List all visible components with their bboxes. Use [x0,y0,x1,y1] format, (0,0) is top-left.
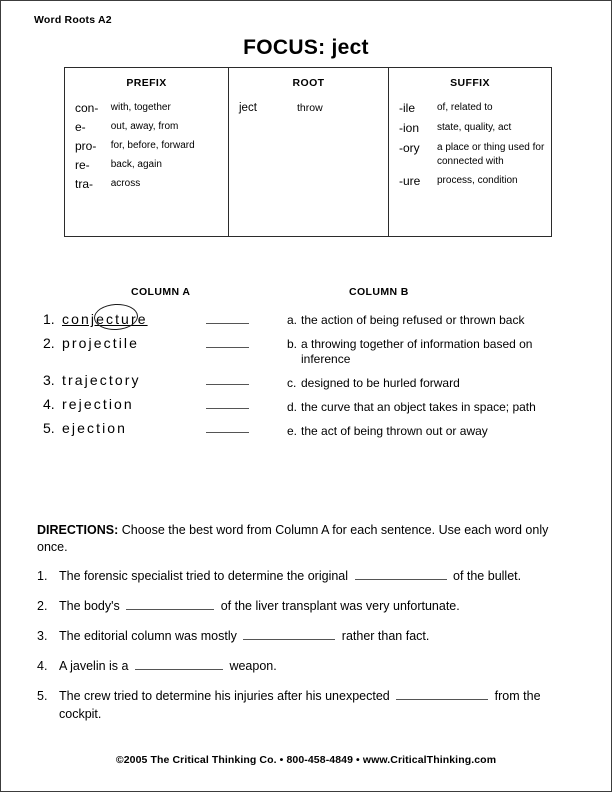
affix-row [75,177,222,192]
affix-meaning: out, away, from [110,121,179,132]
answer-blank[interactable] [206,336,249,348]
fill-in-blank[interactable] [243,627,335,640]
definition-text: a throwing together of information based on inference [301,337,533,366]
list-item [37,657,562,675]
item-number: 3. [37,629,48,643]
list-item [37,597,562,615]
sentence-after-blank: of the liver transplant was very unfortunate. [217,599,460,613]
page-title [1,36,611,60]
prefix-column-body [65,93,228,202]
list-item [43,396,293,420]
sentence-after-blank: of the bullet. [449,569,522,583]
item-letter: a. [287,313,298,327]
suffix-column-header: SUFFIX [450,77,490,89]
affix-key: -ory [399,141,420,155]
directions-label: DIRECTIONS: [37,523,119,537]
list-item [287,424,577,439]
affix-meaning: process, condition [437,175,518,186]
list-item [37,567,562,585]
affix-meaning: a place or thing used for connected with [437,142,545,167]
affix-key: re- [75,158,90,172]
sentence-before-blank: The body's [59,599,124,613]
vocabulary-word: trajectory [62,372,141,388]
item-letter: b. [287,337,298,351]
directions-paragraph [37,522,557,556]
footer-copyright: ©2005 The Critical Thinking Co. • 800-458-4849 • www.CriticalThinking.com [115,754,497,766]
affix-row [399,101,545,116]
item-number: 5. [43,420,55,436]
prefix-column-header: PREFIX [126,77,167,89]
sentence-before-blank: The crew tried to determine his injuries after his unexpected [59,689,394,703]
affix-row [239,101,382,116]
sentence-text [59,567,562,585]
item-number: 4. [43,396,55,412]
affix-meaning: back, again [110,159,162,170]
item-number: 3. [43,372,55,388]
fill-in-blank[interactable] [135,657,223,670]
list-item [43,372,293,396]
sentence-after-blank: from the cockpit. [59,689,541,721]
list-item [43,311,293,335]
fill-in-blank[interactable] [396,687,488,700]
list-item [43,420,293,444]
affix-key: ject [239,102,257,114]
list-item [43,335,293,359]
answer-blank[interactable] [206,421,249,433]
item-number: 4. [37,659,48,673]
affix-row [75,139,222,154]
column-b-list [287,313,577,448]
sentence-before-blank: The forensic specialist tried to determine the original [59,569,352,583]
affix-key: -ion [399,121,420,135]
definition-text: the action of being refused or thrown back [301,313,525,327]
suffix-column [389,68,551,236]
vocabulary-word: rejection [62,396,134,412]
column-a-header: COLUMN A [131,286,191,298]
affix-key: pro- [75,139,97,153]
definition-text: designed to be hurled forward [301,376,460,390]
sentence-text [59,657,562,675]
affix-row [399,141,545,169]
sentence-after-blank: rather than fact. [338,629,430,643]
sentence-text [59,597,562,615]
fill-in-blank[interactable] [126,597,214,610]
sheet-label: Word Roots A2 [34,14,112,26]
item-number: 1. [37,569,48,583]
affix-meaning: across [110,178,141,189]
item-number: 1. [43,311,55,327]
affix-meaning: state, quality, act [437,122,512,133]
definition-text: the act of being thrown out or away [301,424,488,438]
list-item [287,313,577,328]
suffix-column-body [389,93,551,204]
affix-key: e- [75,120,86,134]
vocabulary-word: ejection [62,420,128,436]
fill-in-blank[interactable] [355,567,447,580]
answer-blank[interactable] [206,397,249,409]
affix-row [75,158,222,173]
root-column-body [229,93,388,126]
fill-in-sentences [37,567,562,735]
directions-text: Choose the best word from Column A for each sentence. Use each word only once. [37,523,549,554]
affix-row [399,121,545,136]
affix-key: tra- [75,177,93,191]
affix-row [399,174,545,189]
list-item [37,627,562,645]
affix-meaning: for, before, forward [110,140,195,151]
focus-root-word: ject [331,36,369,59]
item-letter: c. [287,376,297,390]
focus-label: FOCUS: [243,36,326,59]
vocabulary-word: projectile [62,335,140,351]
answer-blank[interactable] [206,312,249,324]
affix-key: -ure [399,174,421,188]
affix-reference-table [64,67,552,237]
answer-blank[interactable] [206,373,249,385]
column-a-list [43,311,293,444]
item-letter: d. [287,400,298,414]
prefix-column [65,68,229,236]
sentence-before-blank: A javelin is a [59,659,132,673]
sentence-text [59,627,562,645]
root-column [229,68,389,236]
item-number: 5. [37,689,48,703]
vocabulary-word-text: conjecture [62,311,148,327]
affix-row [75,120,222,135]
list-item [287,337,577,367]
affix-meaning: of, related to [437,102,493,113]
affix-meaning: throw [297,102,323,114]
sentence-before-blank: The editorial column was mostly [59,629,241,643]
item-number: 2. [37,599,48,613]
affix-key: -ile [399,101,416,115]
root-column-header: ROOT [292,77,325,89]
sentence-text [59,687,562,723]
list-item [287,376,577,391]
item-number: 2. [43,335,55,351]
sentence-after-blank: weapon. [225,659,277,673]
affix-row [75,101,222,116]
list-item [287,400,577,415]
column-b-header: COLUMN B [349,286,409,298]
vocabulary-word [62,311,148,327]
definition-text: the curve that an object takes in space; path [301,400,536,414]
affix-meaning: with, together [110,102,171,113]
item-letter: e. [287,424,298,438]
list-item [37,687,562,723]
affix-key: con- [75,101,99,115]
